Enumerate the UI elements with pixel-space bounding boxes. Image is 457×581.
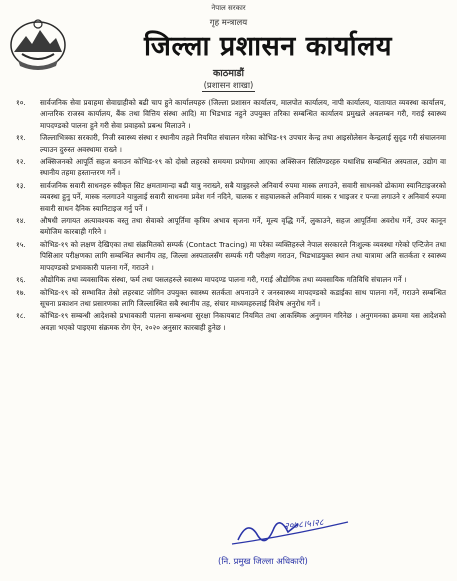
item-number: ११. [16,133,26,143]
item-text: कोभिड-१९ सम्बन्धी आदेशको प्रभावकारी पालना सम्बन्धमा सुरक्षा निकायबाट नियमित तथा आकस्मिक अनुगमन गरिनेछ । अनुगमनका क्रममा यस आदेशको अवज्ञा भएको पाइएमा संक्रमक रोग ऐन, २०२० अनुसार कारबाही हुनेछ । [40,311,446,332]
list-item [16,310,446,333]
item-number: १५. [16,239,26,249]
item-number: १६. [16,275,26,285]
signature-date: २०७८।५।२८ [283,517,325,533]
ministry-line: गृह मन्त्रालय [209,18,248,28]
signatory-name: (नि. प्रमुख जिल्ला अधिकारी) [218,557,308,567]
list-item [16,156,446,179]
item-text: कोभिड-१९ को सम्भावित तेस्रो लहरबाट जोगिन उपयुक्त स्वास्थ्य सतर्कता अपनाउने र जनस्वास्थ्य मापदण्डको कडाईका साथ पालना गर्ने, गराउने सम्बन्धित सूचना प्रकाशन तथा प्रसारणका लागि जिल्लास्थित सबै स्थानीय तह, संचार माध्यमहरुलाई विशेष अनुरोध गर्ने । [40,287,446,308]
list-item [16,215,446,238]
list-item [16,97,446,131]
item-number: १७. [16,287,26,297]
item-text: जिल्लाभित्रका सरकारी, निजी स्वास्थ्य संस्था र स्थानीय तहले नियमित संचालन गरेका कोभिड-१९ उपचार केन्द्र तथा आइसोलेसन केन्द्रलाई सुदृढ गरी संचालनमा ल्याउन दुरुस्त अवस्थामा राख्ने । [40,133,446,154]
item-text: सार्वजनिक सवारी साधनहरु स्वीकृत सिट क्षमतामान्दा बढी यात्रु नराख्ने, सबै यात्रुहरुले अनिवार्य रुपमा मास्क लगाउने, सवारी साधनको ढोकामा स्यानिटाइजरको व्यवस्था हुनु पर्ने, मास्क नलगाउने यात्रुलाई सवारी साधनमा प्रवेश गर्न नदिने, चालक र सहचालकले अनिवार्य मास्क र भाइजर र पन्जा लगाउने र अनिवार्य रुपमा सवारी साधन दैनिक स्यानिटाइज गर्नु पर्ने । [40,180,446,213]
item-number: १२. [16,157,26,167]
order-list [16,97,446,334]
list-item [16,239,446,273]
item-number: १४. [16,216,26,226]
item-text: औद्योगिक तथा व्यवसायिक संस्था, फर्म तथा पसलहरुले स्वास्थ्य मापदण्ड पालना गरी, गराई औद्योगिक तथा व्यवसायिक गतिविधि संचालन गर्ने । [40,275,407,285]
office-title: जिल्ला प्रशासन कार्यालय [143,31,393,62]
item-text: औषधी लगायत अत्यावश्यक वस्तु तथा सेवाको आपूर्तिमा कृत्रिम अभाव सृजना गर्ने, मूल्य वृद्धि गर्ने, लुकाउने, सहज आपूर्तिमा अवरोध गर्ने, उपर कानून बमोजिम कारबाही गरिने । [40,216,446,237]
item-text: कोभिड-१९ को लक्षण देखिएका तथा संक्रमितको सम्पर्क (Contact Tracing) मा परेका व्यक्तिहरुले नेपाल सरकारले निःशुल्क व्यवस्था गरेको एन्टिजेन तथा पिसिआर परीक्षणका लागि सम्बन्धित स्थानीय तह, जिल्ला अस्पतालसँग सम्पर्क गरी परीक्षण गराउन, भिडभाडयुक्त स्थान तथा यात्रामा अति सतर्कता र स्वास्थ्य मापदण्डको प्रभावकारी पालना गर्ने, गराउने । [40,239,446,272]
item-number: १३. [16,180,26,190]
list-item [16,132,446,155]
item-text: सार्वजनिक सेवा प्रवाहमा सेवाग्राहीको बढी चाप हुने कार्यालयहरु (जिल्ला प्रशासन कार्यालय, मालपोत कार्यालय, नापी कार्यालय, यातायात व्यवस्था कार्यालय, आन्तरिक राजस्व कार्यालय, बैंक तथा वित्तिय संस्था आदि) मा भिडभाड नहुने उपयुक्त तरिका सम्बन्धित कार्यालय प्रमुखले अवलम्बन गरी, गराई स्वास्थ्य मापदण्डको पालना हुने गरी सेवा प्रवाहको प्रबन्ध मिलाउने । [40,98,446,130]
item-number: १८. [16,311,26,321]
item-text: अक्सिजनको आपूर्ति सहज बनाउन कोभिड-१९ को दोस्रो लहरको समयमा प्रयोगमा आएका अक्सिजन सिलिण्डरहरु यथाशिघ्र सम्बन्धित अस्पताल, उद्योग वा स्थानीय तहमा हस्तान्तरण गर्ने । [40,157,446,178]
section-name: (प्रशासन शाखा) [203,81,254,91]
list-item [16,180,446,214]
list-item [16,287,446,310]
list-item [16,274,446,285]
government-line: नेपाल सरकार [211,4,246,12]
district-name: काठमाडौं [213,68,244,79]
item-number: १०. [16,98,26,107]
